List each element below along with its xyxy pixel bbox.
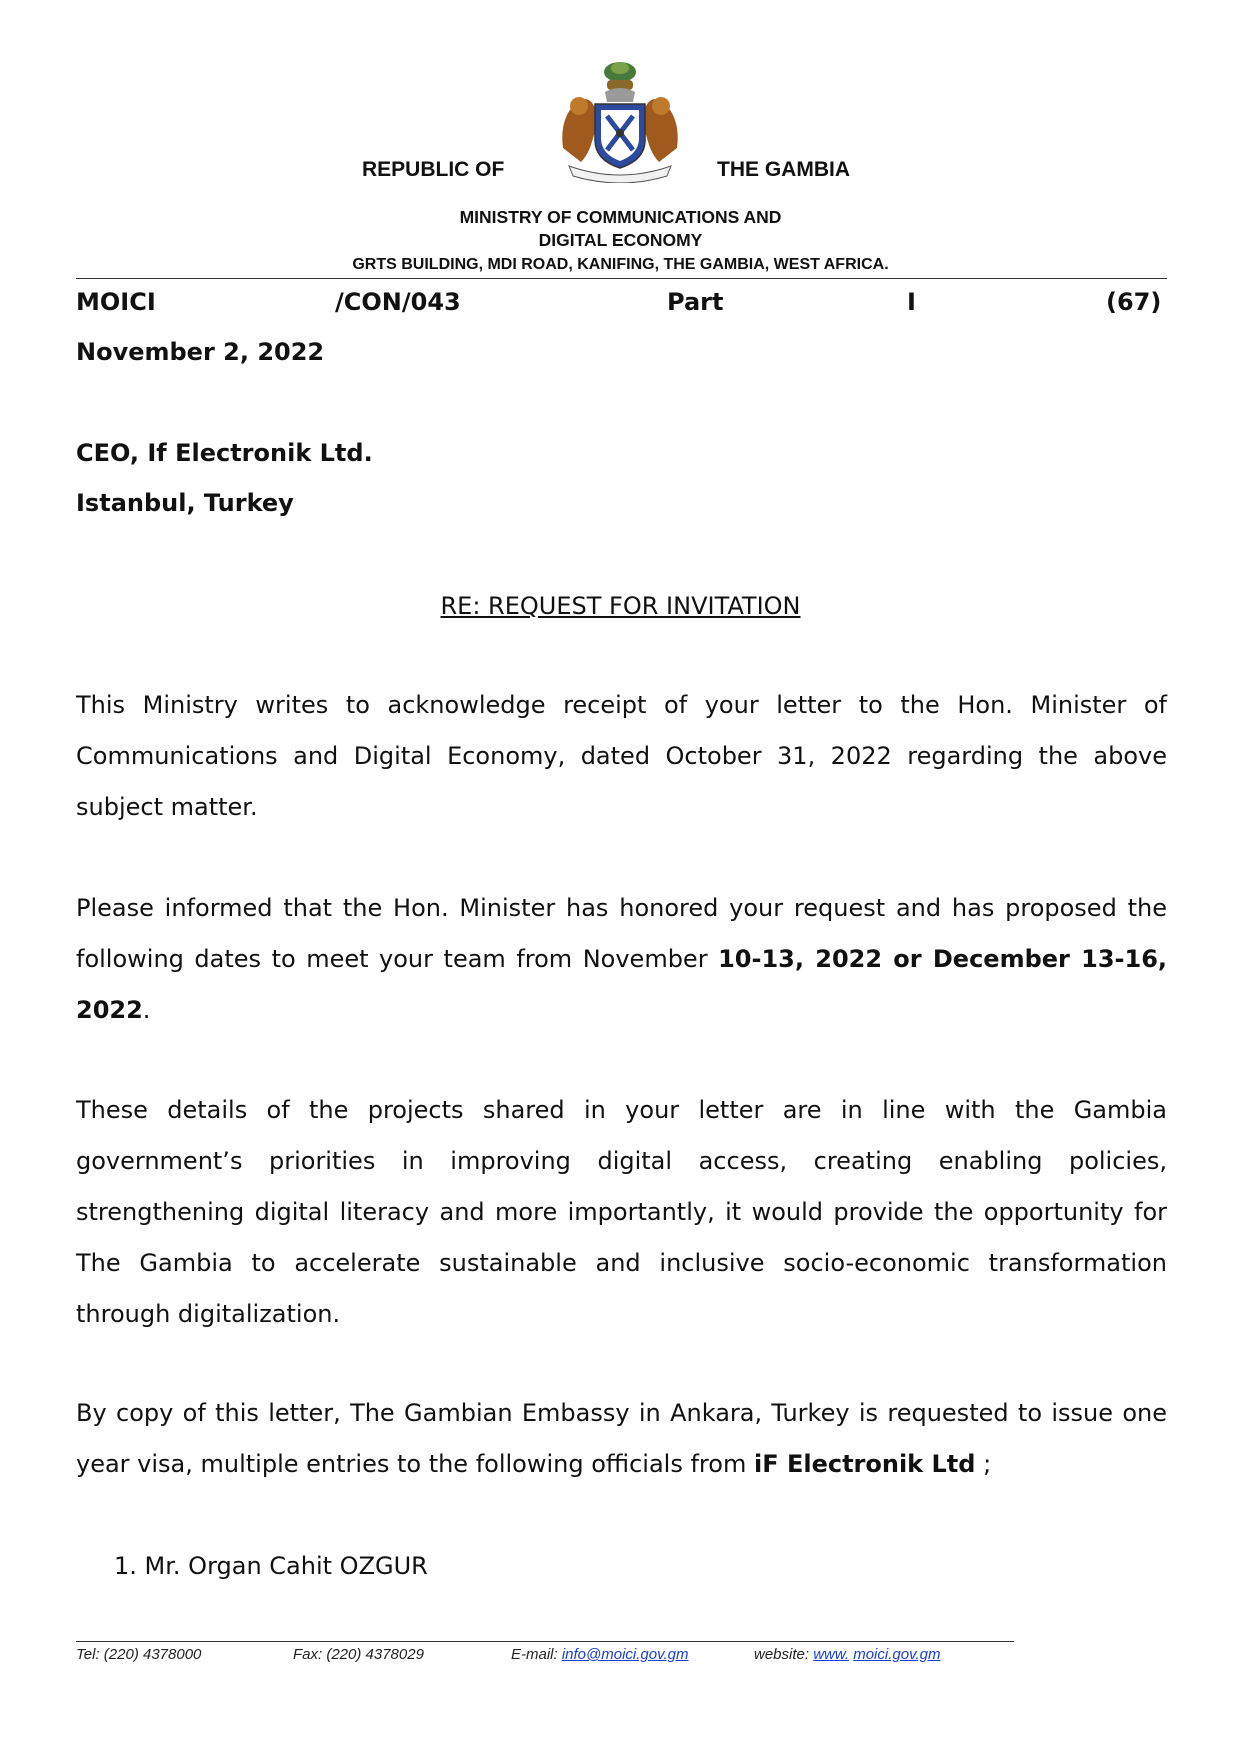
proposed-dates: 10-13, 2022 or December 13-16, 2022 (76, 945, 1168, 1024)
ministry-name-line1: MINISTRY OF COMMUNICATIONS AND (459, 207, 782, 227)
list-item (114, 1552, 428, 1580)
reference-file: /CON/043 (335, 288, 461, 316)
letterhead-right-title: THE GAMBIA (717, 158, 850, 181)
reference-part-number: I (907, 288, 916, 316)
footer-divider (76, 1641, 1014, 1642)
footer-website-link-www[interactable]: www. (813, 1646, 850, 1663)
list-item-number: 1. (114, 1552, 137, 1580)
body-paragraph-4-text: By copy of this letter, The Gambian Embassy in Ankara, Turkey is requested to issue one year visa, multiple entries to the following officials from (76, 1399, 1167, 1478)
footer-email-link[interactable]: info@moici.gov.gm (561, 1646, 689, 1663)
body-paragraph-3: These details of the projects shared in your letter are in line with the Gambia government’s priorities in improving digital access, creating enabling policies, strengthening digital literacy and more importantly, it would provide the opportunity for The Gambia to accelerate sustainable and inclusive socio-economic transformation through digitalization. (76, 1096, 1167, 1328)
body-paragraph-4-end: ; (975, 1450, 992, 1478)
recipient-line1: CEO, If Electronik Ltd. (76, 439, 373, 467)
reference-code: MOICI (76, 288, 156, 316)
footer-website-link-domain[interactable]: moici.gov.gm (853, 1646, 941, 1663)
gambia-coat-of-arms-icon (555, 58, 685, 183)
letterhead-divider (76, 278, 1167, 279)
body-paragraph-4 (76, 1388, 1167, 1490)
ministry-name-line2: DIGITAL ECONOMY (538, 230, 703, 250)
body-paragraph-2-text: Please informed that the Hon. Minister has honored your request and has proposed the following dates to meet your team from November (76, 894, 1167, 973)
ministry-address: GRTS BUILDING, MDI ROAD, KANIFING, THE GAMBIA, WEST AFRICA. (352, 256, 889, 273)
footer-fax: Fax: (220) 4378029 (293, 1646, 424, 1663)
company-name: iF Electronik Ltd (753, 1450, 976, 1478)
recipient-line2: Istanbul, Turkey (76, 489, 294, 517)
footer-website (754, 1646, 940, 1663)
reference-part-label: Part (667, 288, 724, 316)
footer-email-label: E-mail: (511, 1646, 558, 1663)
footer-email (511, 1646, 689, 1663)
body-paragraph-2 (76, 883, 1167, 1036)
footer-telephone: Tel: (220) 4378000 (76, 1646, 202, 1663)
letterhead-left-title: REPUBLIC OF (362, 158, 505, 181)
list-item-name: Mr. Organ Cahit OZGUR (144, 1552, 428, 1580)
letter-subject: RE: REQUEST FOR INVITATION (440, 592, 801, 620)
footer-website-label: website: (754, 1646, 810, 1663)
body-paragraph-1: This Ministry writes to acknowledge receipt of your letter to the Hon. Minister of Communications and Digital Economy, dated October 31, 2022 regarding the above subject matter. (76, 691, 1167, 821)
reference-serial: (67) (1106, 288, 1162, 316)
letter-date: November 2, 2022 (76, 338, 325, 366)
body-paragraph-2-end: . (142, 996, 151, 1024)
